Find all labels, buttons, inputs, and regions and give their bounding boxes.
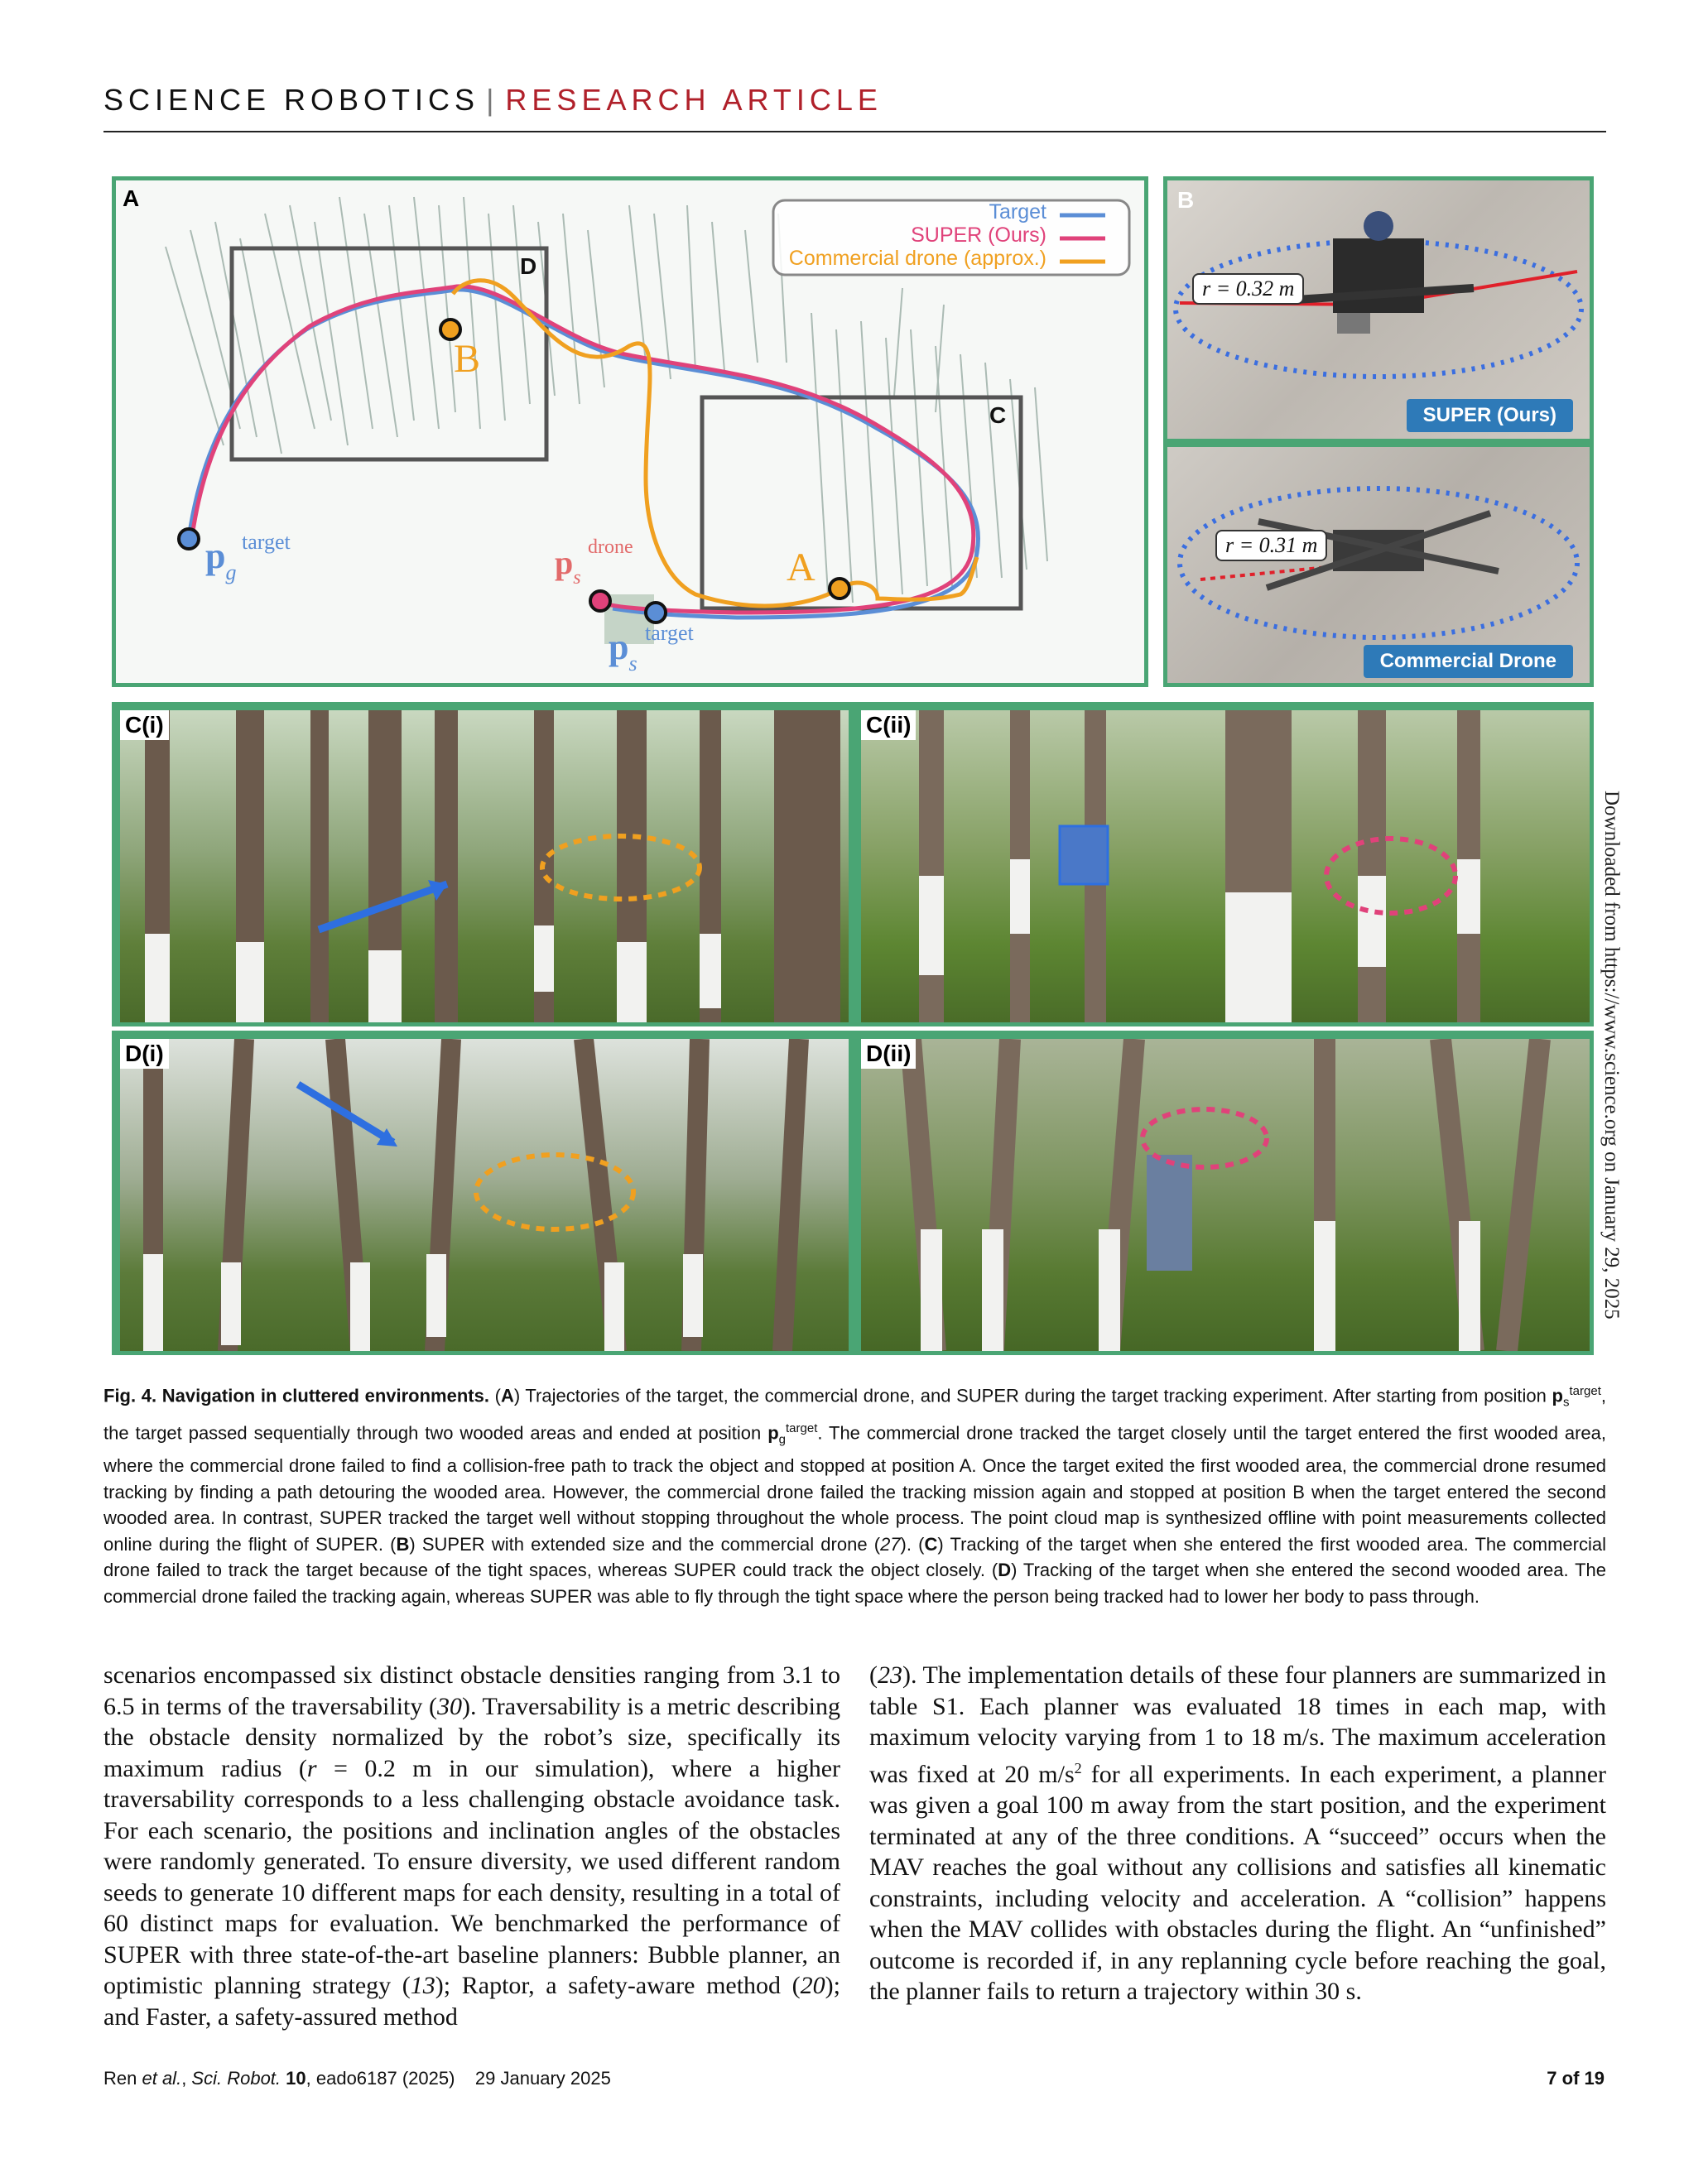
left-r: r (306, 1754, 317, 1782)
footer-date: 29 January 2025 (474, 2068, 611, 2089)
photo-label-d-i: D(i) (120, 1039, 169, 1069)
left-ref20: 20 (800, 1972, 825, 1999)
footer-article-id: , eado6187 (2025) (306, 2068, 455, 2089)
caption-p2-sup: target (786, 1421, 818, 1436)
caption-b: B (396, 1533, 410, 1555)
forest-d-ii (861, 1039, 1590, 1351)
box-label-d: D (520, 253, 537, 279)
right-sup: 2 (1074, 1759, 1082, 1776)
right-text-3: for all experiments. In each experiment, a planner was given a goal 100 m away from the start position, and the experiment terminated at any of the three conditions. A “succeed” occurs when the MAV reaches the goal without any collisions and satisfies all kinematic constraints, including velocity and acceleration. A “collision” happens when the MAV collides with obstacles during the flight. An “unfinished” outcome is recorded if, in any replanning cycle before reaching the goal, the planner fails to return a trajectory within 30 s. (869, 1760, 1607, 2005)
journal-header (103, 83, 883, 118)
footer-page-number: 7 of 19 (1547, 2068, 1605, 2089)
forest-c-ii (861, 710, 1590, 1022)
right-text-1: ( (869, 1661, 878, 1689)
caption-s6: ) Tracking of the target when she entered the first wooded area. The commercial drone failed to track the target because of the tight spaces, whereas SUPER could track the object closely. ( (103, 1533, 1607, 1581)
position-label-a: A (787, 546, 816, 589)
panel-b-bottom-commercial (1163, 443, 1594, 687)
photo-label-d-ii: D(ii) (861, 1039, 916, 1069)
caption-p1: p (1552, 1385, 1563, 1406)
panel-label-b: B (1177, 187, 1195, 213)
photo-d-i (120, 1039, 849, 1351)
ps-drone-label (555, 536, 633, 589)
caption-p1-sub: s (1563, 1395, 1570, 1410)
caption-s1-post: ) Trajectories of the target, the commercial drone, and SUPER during the target tracking experiment. After starting from position (513, 1385, 1552, 1406)
caption-s5: ). ( (900, 1533, 925, 1555)
ps-target-label (609, 621, 694, 675)
legend-super-label: SUPER (Ours) (911, 224, 1046, 247)
caption-s7: ) Tracking of the target when she entered the second wooded area. The commercial drone failed the tracking again, whereas SUPER was able to fly through the tight space where the person being tracked had to lower her body to pass through. (103, 1560, 1606, 1607)
panel-c-row (112, 702, 1594, 1026)
tree-trunks-c-ii (919, 710, 1480, 1022)
photo-c-i (120, 710, 849, 1022)
super-badge: SUPER (Ours) (1407, 399, 1573, 432)
panel-a-trajectory-map (112, 176, 1148, 687)
ps-target-sub: s (628, 651, 637, 675)
footer-volume: 10 (286, 2068, 306, 2089)
left-text-5: ); and Faster, a safety-assured method (103, 1972, 840, 2031)
footer-journal: Sci. Robot. (191, 2068, 281, 2089)
footer-citation: Ren et al., Sci. Robot. 10, eado6187 (2025) 29 January 2025 (103, 2068, 611, 2089)
legend-commercial-label: Commercial drone (approx.) (788, 247, 1046, 270)
footer-authors: Ren (103, 2068, 142, 2089)
super-drone-sensor (1364, 211, 1393, 241)
target-person-d-ii (1147, 1155, 1192, 1271)
ps-drone-sup: drone (588, 536, 633, 558)
ps-drone-marker (590, 591, 610, 611)
caption-s4: ) SUPER with extended size and the commercial drone ( (409, 1533, 881, 1555)
caption-d: D (998, 1560, 1012, 1581)
super-trajectory (192, 286, 974, 613)
left-text-2: ). Traversability is a metric describing the obstacle density normalized by the robot’s size, specifically its maximum radius ( (103, 1692, 840, 1782)
body-column-left (103, 1660, 840, 2032)
ps-drone-sub: s (573, 567, 581, 589)
panel-b-top-super (1163, 176, 1594, 443)
ps-target-sup: target (645, 621, 694, 645)
download-note: Downloaded from https://www.science.org on January 29, 2025 (1600, 791, 1623, 1320)
caption-c: C (924, 1533, 938, 1555)
panel-d-row (112, 1031, 1594, 1355)
caption-p1-sup: target (1569, 1384, 1601, 1398)
pg-target-base: p (205, 536, 226, 576)
left-ref13: 13 (410, 1972, 435, 1999)
panel-label-a: A (123, 185, 140, 211)
box-label-c: C (989, 402, 1007, 428)
forest-d-i (120, 1039, 849, 1351)
journal-name: SCIENCE ROBOTICS (103, 83, 480, 117)
caption-s1-pre: ( (494, 1385, 501, 1406)
photo-label-c-i: C(i) (120, 710, 169, 740)
pg-target-label (205, 530, 291, 584)
photo-d-ii (861, 1039, 1590, 1351)
header-separator: | (486, 83, 499, 117)
target-person-c-ii (1060, 826, 1108, 884)
white-trunk-bases-c-ii (919, 859, 1480, 1022)
commercial-badge: Commercial Drone (1364, 645, 1573, 678)
position-label-b: B (454, 337, 481, 381)
caption-s2: , the target passed sequentially through two wooded areas and ended at position (103, 1385, 1606, 1444)
caption-ref27: 27 (880, 1533, 901, 1555)
caption-p2: p (767, 1422, 779, 1444)
header-rule (103, 131, 1606, 132)
pg-target-sup: target (242, 530, 291, 554)
commercial-radius-label: r = 0.31 m (1215, 530, 1327, 561)
position-a-marker (830, 579, 849, 599)
ps-drone-base: p (555, 544, 574, 581)
article-type: RESEARCH ARTICLE (505, 83, 883, 117)
caption-title: Fig. 4. Navigation in cluttered environments. (103, 1385, 489, 1406)
photo-label-c-ii: C(ii) (861, 710, 916, 740)
tree-trunks-d-ii (911, 1039, 1540, 1351)
left-text-1: scenarios encompassed six distinct obstacle densities ranging from 3.1 to 6.5 in terms of the traversability ( (103, 1661, 840, 1720)
footer-et-al: et al. (142, 2068, 182, 2089)
pg-target-sub: g (225, 560, 237, 584)
caption-p2-sub: g (778, 1432, 786, 1447)
ps-target-marker (646, 603, 666, 623)
super-drone-body (1333, 238, 1424, 313)
caption-s3: . The commercial drone tracked the target closely until the target entered the first wooded area, where the commercial drone failed to find a collision-free path to track the object and stopped at position A. Once the target exited the first wooded area, the commercial drone resumed tracking by finding a path detouring the wooded area. However, the commercial drone failed the tracking mission again and stopped at position B when the target entered the second wooded area. In contrast, SUPER tracked the target well without stopping throughout the whole process. The point cloud map is synthesized offline with point measurements collected online during the flight of SUPER. ( (103, 1422, 1607, 1555)
photo-c-ii (861, 710, 1590, 1022)
caption-a: A (500, 1385, 514, 1406)
left-text-3: = 0.2 m in our simulation), where a higher traversability corresponds to a less challenging obstacle avoidance task. For each scenario, the positions and inclination angles of the obstacles were randomly generated. To ensure diversity, we used different random seeds to generate 10 different maps for each density, resulting in a total of 60 distinct maps for evaluation. We benchmarked the performance of SUPER with three state-of-the-art baseline planners: Bubble planner, an optimistic planning strategy ( (103, 1754, 840, 1999)
right-text-2: ). The implementation details of these four planners are summarized in table S1. Each planner was evaluated 18 times in each map, with maximum velocity varying from 1 to 18 m/s. The maximum acceleration was fixed at 20 m/s (869, 1661, 1607, 1788)
figure-caption (103, 1378, 1606, 1609)
pg-target-marker (179, 529, 199, 549)
super-drone-highlight-c-ii (1326, 839, 1455, 913)
left-text-4: ); Raptor, a safety-aware method ( (435, 1972, 801, 1999)
right-ref23: 23 (878, 1661, 902, 1689)
super-drone-battery (1337, 313, 1370, 334)
ps-target-base: p (609, 627, 629, 667)
left-ref30: 30 (436, 1692, 462, 1720)
forest-c-i (120, 710, 849, 1022)
legend-target-label: Target (989, 200, 1046, 224)
body-column-right (869, 1660, 1606, 2007)
white-trunk-bases-d-i (143, 1254, 703, 1351)
super-radius-label: r = 0.32 m (1192, 273, 1304, 305)
